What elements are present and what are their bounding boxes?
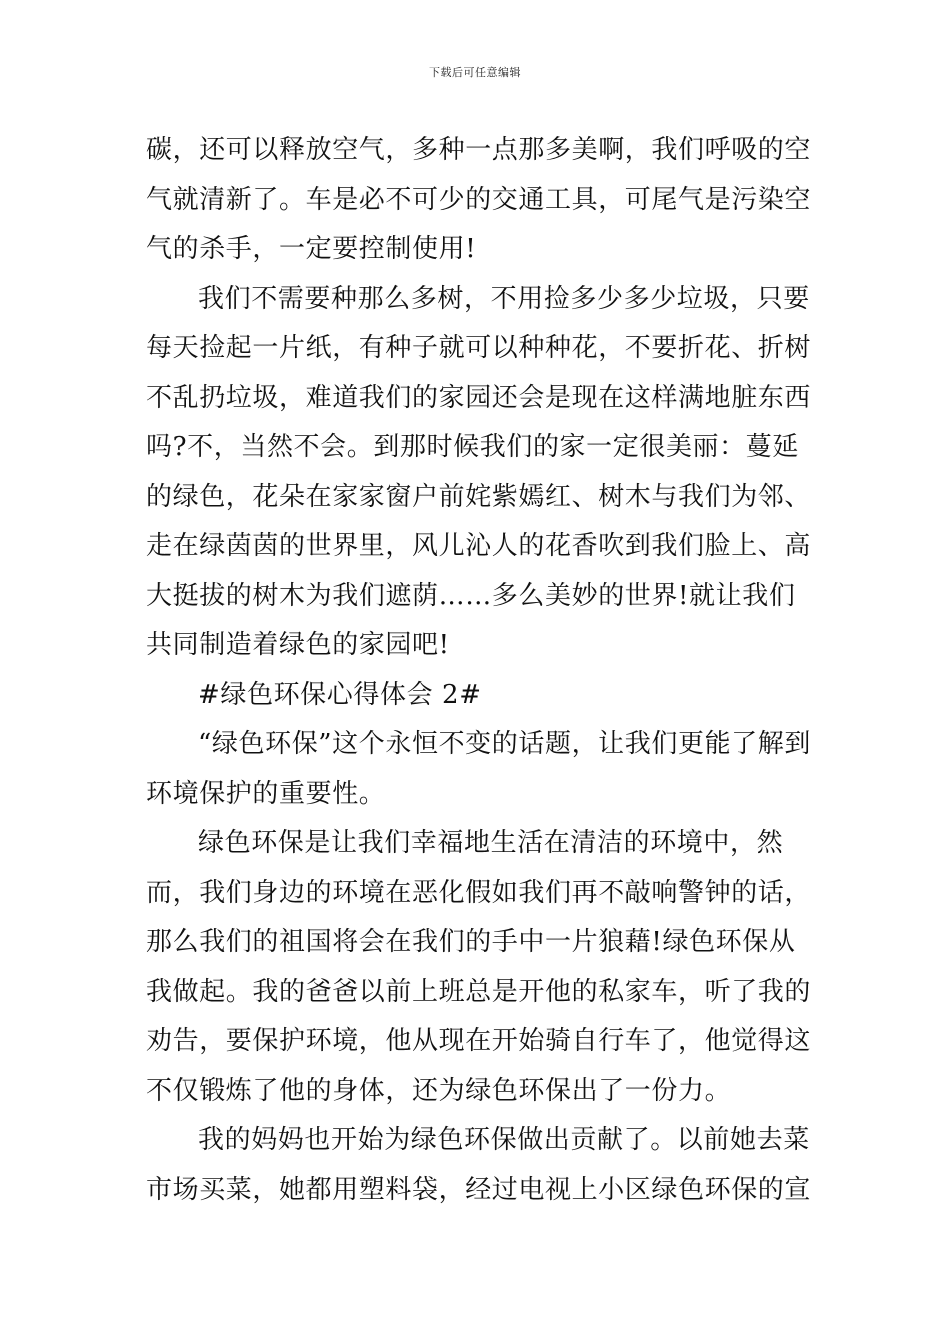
paragraph-continuation: 碳，还可以释放空气，多种一点那多美啊，我们呼吸的空气就清新了。车是必不可少的交通工具，可尾气是污染空气的杀手，一定要控制使用! <box>146 135 812 264</box>
paragraph-green-home: 我们不需要种那么多树，不用捡多少多少垃圾，只要每天捡起一片纸，有种子就可以种种花，不要折花、折树不乱扔垃圾，难道我们的家园还会是现在这样满地脏东西吗?不，当然不会。到那时候我们的家一定很美丽：蔓延的绿色，花朵在家家窗户前姹紫嫣红、树木与我们为邻、走在绿茵茵的世界里，风儿沁人的花香吹到我们脸上、高大挺拔的树木为我们遮荫……多么美妙的世界!就让我们共同制造着绿色的家园吧! <box>146 283 812 660</box>
page-header-note: 下载后可任意编辑 <box>429 66 521 79</box>
paragraph-topic-intro: “绿色环保”这个永恒不变的话题，让我们更能了解到环境保护的重要性。 <box>146 729 811 809</box>
document-body <box>146 126 816 1215</box>
paragraph-father: 绿色环保是让我们幸福地生活在清洁的环境中，然而，我们身边的环境在恶化假如我们再不敲响警钟的话，那么我们的祖国将会在我们的手中一片狼藉!绿色环保从我做起。我的爸爸以前上班总是开他的私家车，听了我的劝告，要保护环境，他从现在开始骑自行车了，他觉得这不仅锻炼了他的身体，还为绿色环保出了一份力。 <box>146 828 812 1106</box>
paragraph-mother: 我的妈妈也开始为绿色环保做出贡献了。以前她去菜市场买菜，她都用塑料袋，经过电视上小区绿色环保的宣 <box>146 1125 812 1205</box>
section-heading: #绿色环保心得体会 2# <box>198 679 482 710</box>
